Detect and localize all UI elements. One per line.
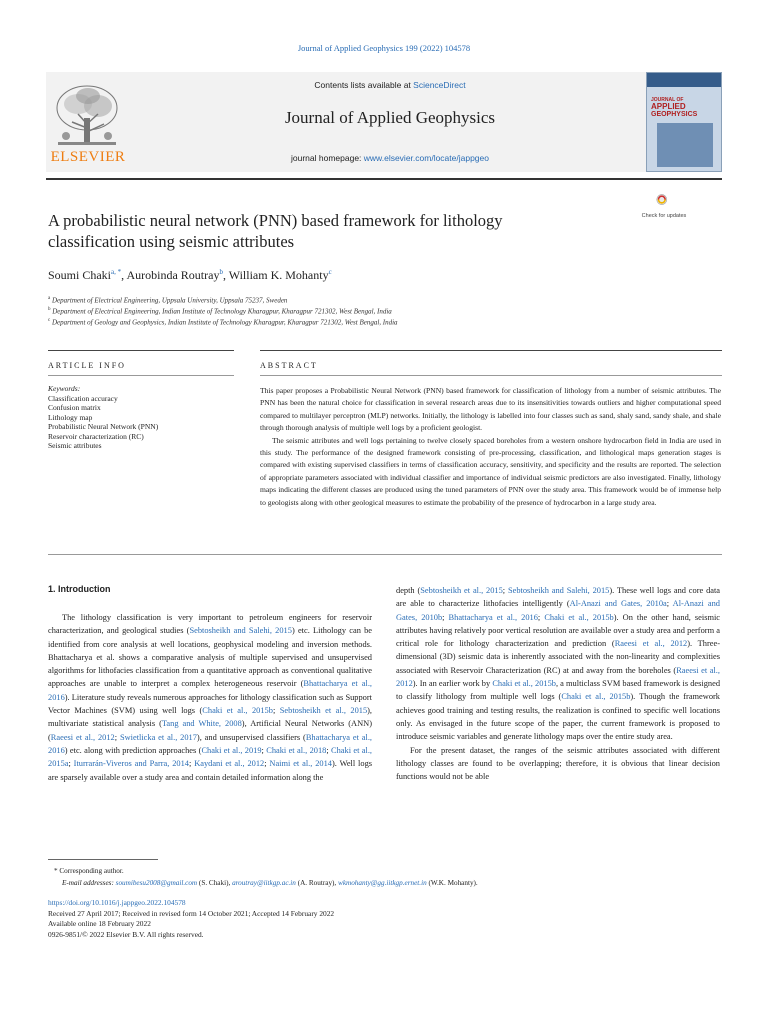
affiliation (48, 296, 688, 304)
body-text: ). Literature study reveals numerous approaches for lithology classification such as Support Vector Machines (SVM) using well logs ( (48, 692, 372, 716)
email-owner: (S. Chaki), (197, 879, 233, 887)
copyright: 0926-9851/© 2022 Elsevier B.V. All rights reserved. (48, 929, 204, 939)
available-online: Available online 18 February 2022 (48, 919, 151, 928)
bibliographic-info (48, 898, 548, 940)
article-info-mid-rule (48, 375, 234, 376)
author-sup[interactable]: c (328, 268, 332, 276)
article-info-heading: ARTICLE INFO (48, 361, 126, 370)
homepage-link[interactable]: www.elsevier.com/locate/jappgeo (363, 153, 489, 163)
body-text: ), Artificial Neural Networks (ANN) ( (48, 719, 372, 742)
citation-link[interactable]: Raeesi et al., 2012 (614, 639, 688, 649)
section-heading-introduction: 1. Introduction (48, 584, 111, 594)
body-text: ) etc. Lithology can be identified from core analysis at well locations, geophysical modeling and inversion methods. Bhattacharya et al. shows a comparative analysis of multiple supervised and unsupervised algorithms for lithofacies classification from a quantitative approach as conventional qualitative approaches are unable to interpret a complex heterogeneous reservoir ( (48, 626, 373, 689)
email-link[interactable]: soumibesu2008@gmail.com (115, 879, 198, 887)
contents-line (140, 80, 640, 90)
body-text: ) etc. along with prediction approaches ( (64, 745, 202, 755)
paper-title-line1: A probabilistic neural network (PNN) based framework for lithology (48, 211, 503, 230)
body-text: ). On the other hand, seismic attributes having relatively poor vertical resolution are available over a study area and perform a critical role for lithology characterization and prediction ( (396, 612, 721, 649)
author-name[interactable]: William K. Mohanty (228, 268, 329, 282)
email-label: E-mail addresses: (62, 879, 114, 887)
intro-left-column (48, 611, 372, 784)
email-addresses (48, 877, 728, 889)
author-list: Soumi Chaki$^{a, *}$, Aurobinda Routray$^b$, William K. Mohanty$^c$ (48, 268, 332, 282)
body-text: ), and unsupervised classifiers ( (196, 732, 306, 742)
cover-line3: GEOPHYSICS (651, 111, 698, 118)
doi-link[interactable]: https://doi.org/10.1016/j.jappgeo.2022.104578 (48, 898, 186, 907)
body-text: ). These well logs and core data are able to characterize lithofacies intelligently ( (396, 586, 721, 609)
affiliation-text: Department of Electrical Engineering, Uppsala University, Uppsala 75237, Sweden (51, 296, 288, 305)
body-text: ). Well logs are sparsely available over a study area and contain detailed information along the (48, 759, 373, 782)
citation-link[interactable]: Naimi et al., 2014 (269, 759, 332, 769)
abstract-body (260, 385, 721, 509)
body-text: ; (272, 706, 280, 716)
publisher-name: ELSEVIER (50, 149, 126, 165)
abstract-bottom-rule (48, 554, 722, 555)
keyword-item: Confusion matrix (48, 403, 101, 412)
citation-link[interactable]: Sebtosheikh and Salehi, 2015 (189, 626, 292, 636)
body-text: ), multivariate statistical analysis ( (48, 706, 373, 729)
author-sup[interactable]: a, * (111, 268, 122, 276)
body-text: ; (442, 612, 449, 622)
citation-link[interactable]: Chaki et al., 2019 (201, 745, 262, 755)
keyword-item: Lithology map (48, 412, 93, 422)
body-text: ; (114, 732, 120, 742)
body-text: ; (68, 759, 74, 769)
sciencedirect-link[interactable]: ScienceDirect (413, 80, 466, 90)
body-text: ; (537, 612, 545, 622)
citation-link[interactable]: Chaki et al., 2015b (544, 612, 614, 622)
citation-link[interactable]: Chaki et al., 2015a (48, 745, 373, 769)
email-owner: (W.K. Mohanty). (426, 879, 478, 887)
citation-link[interactable]: Swietlicka et al., 2017 (119, 732, 197, 742)
author-name[interactable]: Aurobinda Routray (126, 268, 220, 282)
keywords-block (48, 384, 228, 451)
keyword-item: Reservoir characterization (RC) (48, 431, 144, 441)
cover-image (657, 123, 713, 167)
affiliation-text: Department of Electrical Engineering, Indian Institute of Technology Kharagpur, Kharagpur 721302, West Bengal, India (52, 307, 392, 316)
body-text: ; (261, 745, 267, 755)
citation-link[interactable]: Bhattacharya et al., 2016 (448, 612, 538, 622)
cover-strip (647, 73, 722, 87)
body-text: The lithology classification is very important to petroleum engineers for reservoir characterization, and geological studies ( (48, 613, 372, 636)
citation-link[interactable]: Raeesi et al., 2012 (396, 665, 720, 689)
header-rule (46, 178, 722, 180)
citation-link[interactable]: Sebtosheikh and Salehi, 2015 (507, 586, 610, 595)
keyword-item: Seismic attributes (48, 441, 102, 450)
contents-prefix: Contents lists available at (314, 80, 414, 90)
paper-title-line2: classification using seismic attributes (48, 232, 295, 251)
corresponding-author-note: * Corresponding author. (54, 867, 124, 875)
author-name[interactable]: Soumi Chaki (48, 268, 112, 282)
body-text: ). Three-dimensional (3D) seismic data is inherently associated with the non-linearity and complexities associated with Reservoir Characterization (RC) at and away from the boreholes ( (396, 639, 720, 675)
affiliation-key: a (48, 296, 51, 301)
intro-right-column (396, 584, 720, 783)
affiliation (48, 307, 688, 315)
citation-link[interactable]: Al-Anazi and Gates, 2010b (396, 599, 720, 622)
footnotes (48, 865, 728, 889)
body-text: ; (666, 599, 673, 609)
body-text: ; (326, 745, 332, 755)
abstract-top-rule (260, 350, 722, 351)
keyword-item: Probabilistic Neural Network (PNN) (48, 422, 159, 431)
citation-link[interactable]: Bhattacharya et al., 2016 (48, 679, 373, 702)
journal-title: Journal of Applied Geophysics (284, 108, 496, 127)
body-text: ; (502, 586, 508, 595)
body-text: depth ( (396, 586, 421, 595)
affiliation-key: c (48, 318, 51, 323)
keywords-label: Keywords: (48, 384, 81, 393)
paper-title (48, 210, 608, 252)
email-owner: (A. Routray), (295, 879, 339, 887)
citation-link[interactable]: Kaydani et al., 2012 (194, 759, 265, 769)
author-sup[interactable]: b (219, 268, 223, 276)
abstract-mid-rule (260, 375, 722, 376)
citation-link[interactable]: Raeesi et al., 2012 (50, 732, 115, 742)
email-link[interactable]: wkmohanty@gg.iitkgp.ernet.in (338, 879, 427, 887)
abstract-heading: ABSTRACT (260, 361, 318, 370)
check-for-updates-icon[interactable] (650, 194, 678, 214)
cover-line2: APPLIED (651, 102, 686, 111)
journal-cover-thumbnail[interactable] (646, 72, 722, 172)
journal-citation[interactable]: Journal of Applied Geophysics 199 (2022) 104578 (297, 43, 471, 53)
abstract-paragraph: The seismic attributes and well logs pertaining to twelve closely spaced boreholes from a western onshore hydrocarbon field in India are used in this study. The performance of the designed framework consisting of pre-processing, classification, and lithological maps generation stages is compared with existing supervised classifiers in terms of classification accuracy, sensitivity, and specificity and the results are reported. The selection of appropriate parameters associated with individual classifier and importance of individual seismic predictors are also investigated. Finally, lithology maps indicating the different classes are produced using the tuned parameters of PNN over the study area. This framework would be of immense help to geologists along with other geological measures to estimate the probability of the presence of hydrocarbon in a large study area. (260, 435, 721, 507)
citation-link[interactable]: Bhattacharya et al., 2016 (48, 732, 373, 755)
body-text: ). Though the framework achieves good training and testing results, the realization is confined to specific well locations only. As envisaged in the future scope of the paper, the current framework is proposed to introduce seismic variables and generate lithology maps over the entire study area. (396, 692, 720, 742)
affiliation (48, 318, 688, 326)
affiliation-key: b (48, 307, 51, 312)
received-dates: Received 27 April 2017; Received in revised form 14 October 2021; Accepted 14 February 2022 (48, 908, 335, 918)
cover-line1: JOURNAL OF (651, 97, 684, 103)
citation-link[interactable]: Sebtosheikh et al., 2015 (279, 706, 368, 716)
journal-homepage (140, 153, 640, 163)
citation-link[interactable]: Chaki et al., 2015b (492, 679, 556, 689)
intro-paragraph (48, 611, 372, 784)
article-info-top-rule (48, 350, 234, 351)
abstract-paragraph: This paper proposes a Probabilistic Neural Network (PNN) based framework for classification of lithology from a number of seismic attributes. The PNN has been the natural choice for classification in several research areas due to its insensitivities towards outliers and higher computational speed compared to multilayer perceptron (MLP) networks. Initially, the lithology is labelled into four classes such as sand, shaly sand, sandy shale, and shale through thorough analysis of multiple well logs by a proficient geologist. (260, 386, 721, 433)
intro-paragraph: For the present dataset, the ranges of the seismic attributes associated with different lithology classes are found to be overlapping; therefore, it is obvious that linear decision functions would not be able (396, 745, 720, 782)
citation-link[interactable]: Sebtosheikh et al., 2015 (420, 586, 503, 595)
homepage-prefix: journal homepage: (291, 153, 364, 163)
citation-link[interactable]: Tang and White, 2008 (161, 719, 242, 729)
citation-link[interactable]: Chaki et al., 2015b (202, 706, 273, 716)
email-link[interactable]: aroutray@iitkgp.ac.in (232, 879, 296, 887)
citation-link[interactable]: Chaki et al., 2018 (266, 745, 327, 755)
footnote-rule (48, 859, 158, 860)
body-text: ). In an earlier work by (412, 679, 493, 689)
affiliation-text: Department of Geology and Geophysics, Indian Institute of Technology Kharagpur, Kharagpur 721302, West Bengal, India (51, 318, 398, 327)
body-text: , a multiclass SVM based framework is designed to classify lithology from multiple well logs ( (396, 679, 721, 702)
check-for-updates-label[interactable]: Check for updates (641, 213, 687, 219)
corresponding-author-text: Corresponding author. (59, 867, 124, 875)
intro-paragraph (396, 584, 720, 744)
body-text: ; (264, 759, 270, 769)
keyword-item: Classification accuracy (48, 393, 118, 403)
body-text: ; (188, 759, 195, 769)
citation-link[interactable]: Al-Anazi and Gates, 2010a (569, 599, 667, 609)
citation-link[interactable]: Iturrarán-Viveros and Parra, 2014 (73, 759, 189, 769)
citation-link[interactable]: Chaki et al., 2015b (561, 692, 631, 702)
